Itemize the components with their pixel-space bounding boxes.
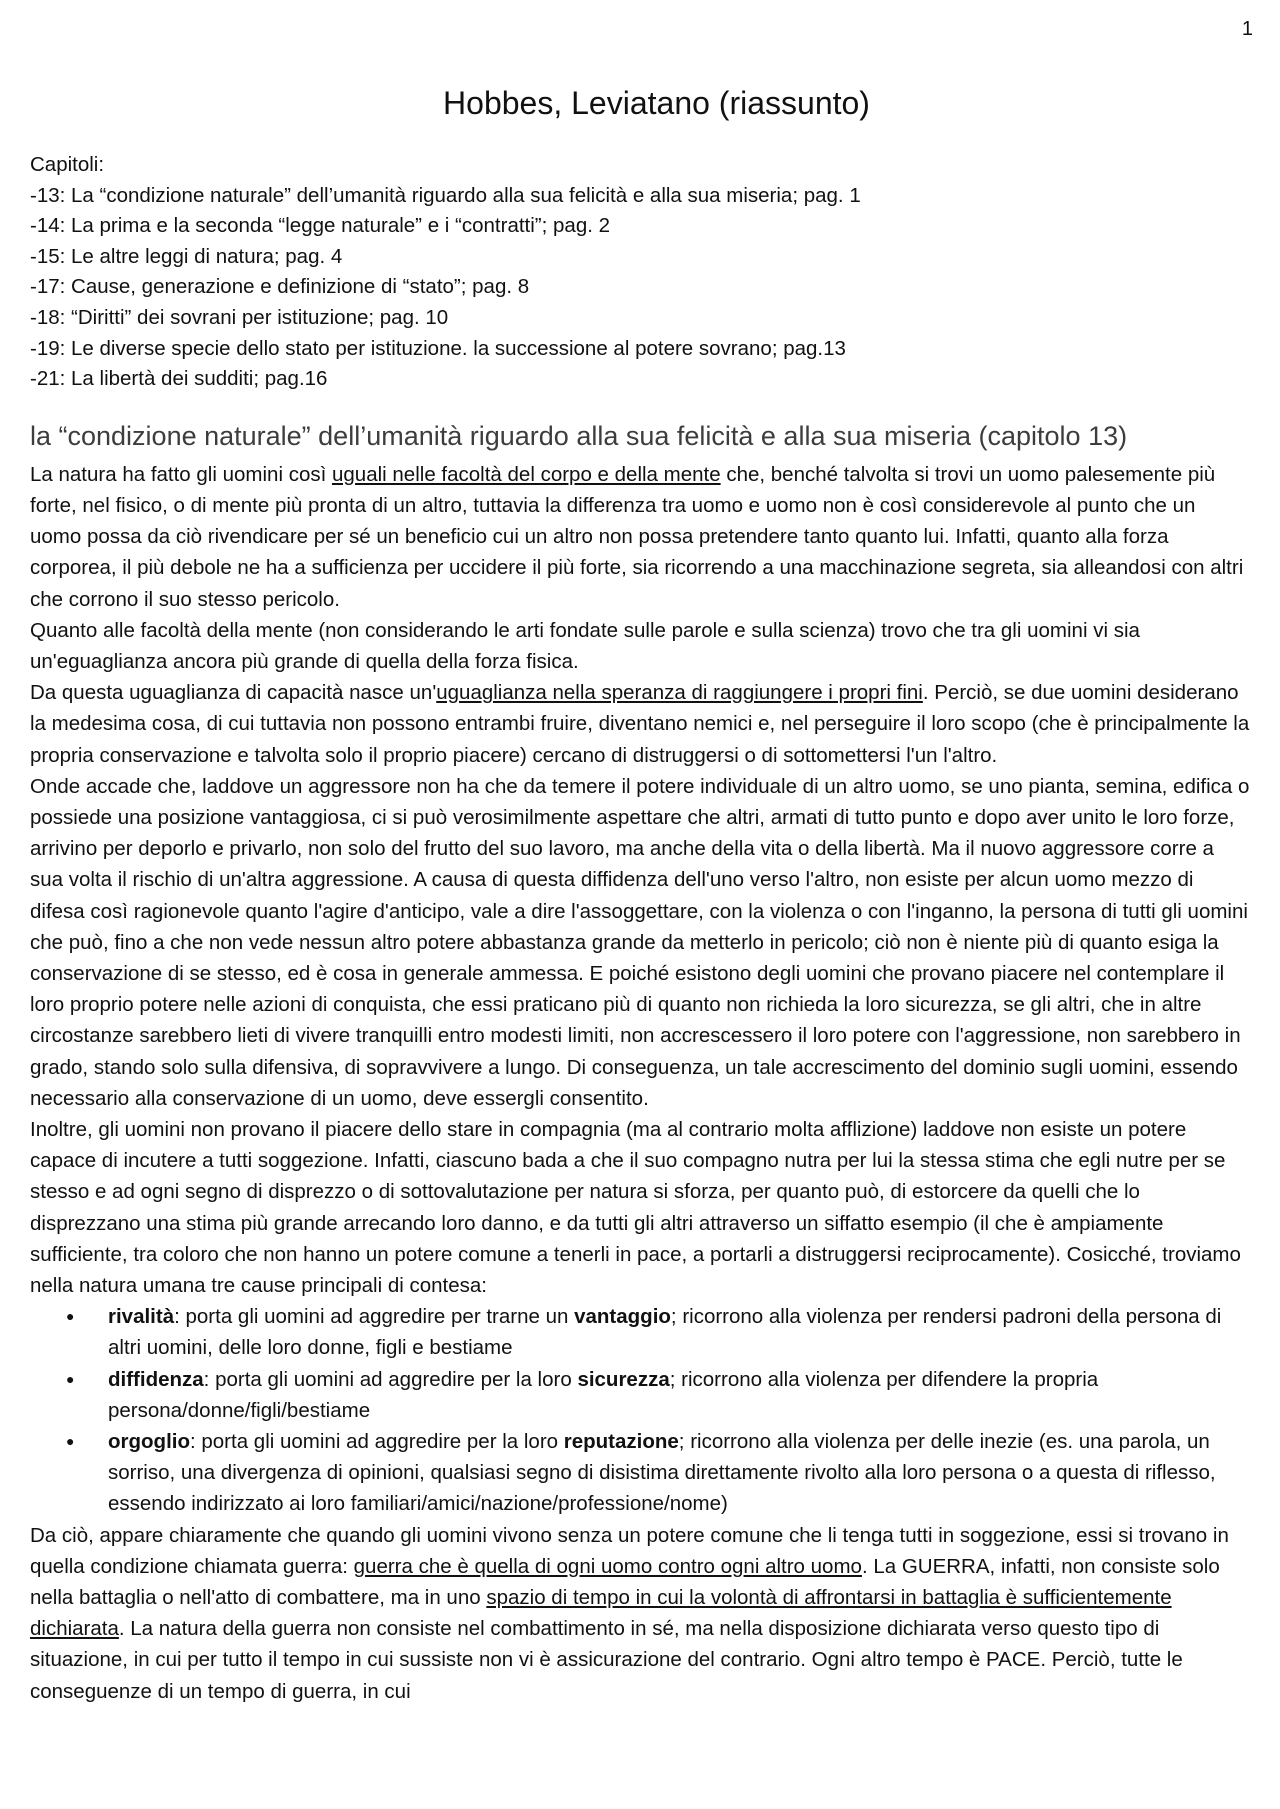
- toc-item: -18: “Diritti” dei sovrani per istituzione; pag. 10: [30, 305, 449, 329]
- text-run: ; ricorrono alla violenza per difendere la propria persona/donne/figli/bestiame: [108, 1367, 1099, 1422]
- paragraph: [30, 459, 1250, 615]
- paragraph: Quanto alle facoltà della mente (non considerando le arti fondate sulle parole e sulla scienza) trovo che tra gli uomini vi sia un'eguaglianza ancora più grande di quella della forza fisica.: [30, 618, 1140, 673]
- causes-list: [30, 1301, 1250, 1519]
- text-run: Da ciò, appare chiaramente che quando gli uomini vivono senza un potere comune che li tenga tutti in soggezione, essi si trovano in quella condizione chiamata guerra:: [30, 1523, 1229, 1578]
- toc-item: -14: La prima e la seconda “legge naturale” e i “contratti”; pag. 2: [30, 214, 611, 238]
- toc-item: -17: Cause, generazione e definizione di “stato”; pag. 8: [30, 275, 530, 299]
- underlined-text: uguaglianza nella speranza di raggiungere i propri fini: [436, 681, 923, 705]
- cause-term: rivalità: [108, 1305, 175, 1329]
- document-title: Hobbes, Leviatano (riassunto): [443, 85, 870, 121]
- cause-keyword: vantaggio: [574, 1305, 671, 1329]
- paragraph: Onde accade che, laddove un aggressore non ha che da temere il potere individuale di un altro uomo, se uno pianta, semina, edifica o possiede una posizione vantaggiosa, ci si può verosimilmente aspettare che altri, armati di tutto punto e dopo aver unito le loro forze, arrivino per deporlo e privarlo, non solo del frutto del suo lavoro, ma anche della vita o della libertà. Ma il nuovo aggressore corre a sua volta il rischio di un'altra aggressione. A causa di questa diffidenza dell'uno verso l'altro, non esiste per alcun uomo mezzo di difesa così ragionevole quanto l'agire d'anticipo, vale a dire l'assoggettare, con la violenza o con l'inganno, la persona di tutti gli uomini che può, fino a che non vede nessun altro potere abbastanza grande da metterlo in pericolo; ciò non è niente più di quanto esiga la conservazione di se stesso, ed è cosa in generale ammessa. E poiché esistono degli uomini che provano piacere nel contemplare il loro proprio potere nelle azioni di conquista, che essi praticano più di quanto non richieda la loro sicurezza, se gli altri, che in altre circostanze sarebbero lieti di vivere tranquilli entro modesti limiti, non accrescessero il loro potere con l'aggressione, non sarebbero in grado, stando solo sulla difensiva, di sopravvivere a lungo. Di conseguenza, un tale accrescimento del dominio sugli uomini, essendo necessario alla conservazione di un uomo, deve essergli consentito.: [30, 774, 1250, 1110]
- section-heading: la “condizione naturale” dell’umanità riguardo alla sua felicità e alla sua miseria (capitolo 13): [30, 420, 1128, 451]
- text-run: . La GUERRA, infatti, non consiste solo nella battaglia o nell'atto di combattere, ma in uno: [30, 1554, 1220, 1610]
- underlined-text: spazio di tempo in cui la volontà di affrontarsi in battaglia è sufficientemente dichiarata: [30, 1586, 1172, 1641]
- toc-item: -19: Le diverse specie dello stato per istituzione. la successione al potere sovrano; pag.13: [30, 336, 846, 360]
- section-body: [30, 459, 1250, 1707]
- paragraph: Inoltre, gli uomini non provano il piacere dello stare in compagnia (ma al contrario molta afflizione) laddove non esiste un potere capace di incutere a tutti soggezione. Infatti, ciascuno bada a che il suo compagno nutra per lui la stessa stima che egli nutre per se stesso e ad ogni segno di disprezzo o di sottovalutazione per natura si sforza, per quanto può, di estorcere da quelli che lo disprezzano una stima più grande arrecando loro danno, e da tutti gli altri attraverso un siffatto esempio (il che è ampiamente sufficiente, tra coloro che non hanno un potere comune a tenerli in pace, a portarli a distruggersi reciprocamente). Cosicché, troviamo nella natura umana tre cause principali di contesa:: [30, 1118, 1241, 1298]
- text-run: La natura ha fatto gli uomini così: [30, 462, 332, 486]
- list-item: [108, 1364, 1250, 1426]
- toc-heading: Capitoli:: [30, 153, 105, 176]
- paragraph: [30, 677, 1250, 771]
- cause-keyword: sicurezza: [577, 1367, 670, 1391]
- cause-keyword: reputazione: [563, 1430, 679, 1454]
- list-item: [108, 1301, 1250, 1363]
- text-run: : porta gli uomini ad aggredire per la loro: [189, 1430, 564, 1454]
- text-run: . La natura della guerra non consiste nel combattimento in sé, ma nella disposizione dichiarata verso questo tipo di situazione, in cui per tutto il tempo in cui sussiste non vi è assicurazione del contrario. Ogni altro tempo è PACE. Perciò, tutte le conseguenze di un tempo di guerra, in cui: [30, 1617, 1183, 1703]
- text-run: ; ricorrono alla violenza per rendersi padroni della persona di altri uomini, delle loro donne, figli e bestiame: [108, 1305, 1222, 1360]
- underlined-text: guerra che è quella di ogni uomo contro ogni altro uomo: [353, 1554, 862, 1578]
- table-of-contents: [30, 150, 1250, 395]
- cause-term: diffidenza: [108, 1367, 204, 1391]
- text-run: che, benché talvolta si trovi un uomo palesemente più forte, nel fisico, o di mente più pronta di un altro, tuttavia la differenza tra uomo e uomo non è così considerevole al punto che un uomo possa da ciò rivendicare per sé un beneficio cui un altro non possa pretendere tanto quanto lui. Infatti, quanto alla forza corporea, il più debole ne ha a sufficienza per uccidere il più forte, sia ricorrendo a una macchinazione segreta, sia alleandosi con altri che corrono il suo stesso pericolo.: [30, 462, 1244, 611]
- toc-item: -21: La libertà dei sudditi; pag.16: [30, 367, 328, 391]
- toc-item: -15: Le altre leggi di natura; pag. 4: [30, 244, 343, 268]
- page-number: 1: [1241, 18, 1253, 40]
- underlined-text: uguali nelle facoltà del corpo e della mente: [332, 462, 721, 486]
- text-run: : porta gli uomini ad aggredire per trarne un: [174, 1305, 575, 1329]
- text-run: : porta gli uomini ad aggredire per la loro: [203, 1367, 578, 1391]
- text-run: ; ricorrono alla violenza per delle inezie (es. una parola, un sorriso, una divergenza di opinioni, qualsiasi segno di disistima direttamente rivolto alla loro persona o a questa di riflesso, essendo indirizzato ai loro familiari/amici/nazione/professione/nome): [108, 1430, 1216, 1516]
- text-run: Da questa uguaglianza di capacità nasce un': [30, 681, 437, 705]
- cause-term: orgoglio: [108, 1430, 190, 1454]
- list-item: [108, 1426, 1250, 1520]
- text-run: . Perciò, se due uomini desiderano la medesima cosa, di cui tuttavia non possono entrambi fruire, diventano nemici e, nel perseguire il loro scopo (che è principalmente la propria conservazione e talvolta solo il proprio piacere) cercano di distruggersi o di sottomettersi l'un l'altro.: [30, 681, 1250, 767]
- toc-item: -13: La “condizione naturale” dell’umanità riguardo alla sua felicità e alla sua miseria; pag. 1: [30, 183, 861, 207]
- paragraph: [30, 1520, 1250, 1707]
